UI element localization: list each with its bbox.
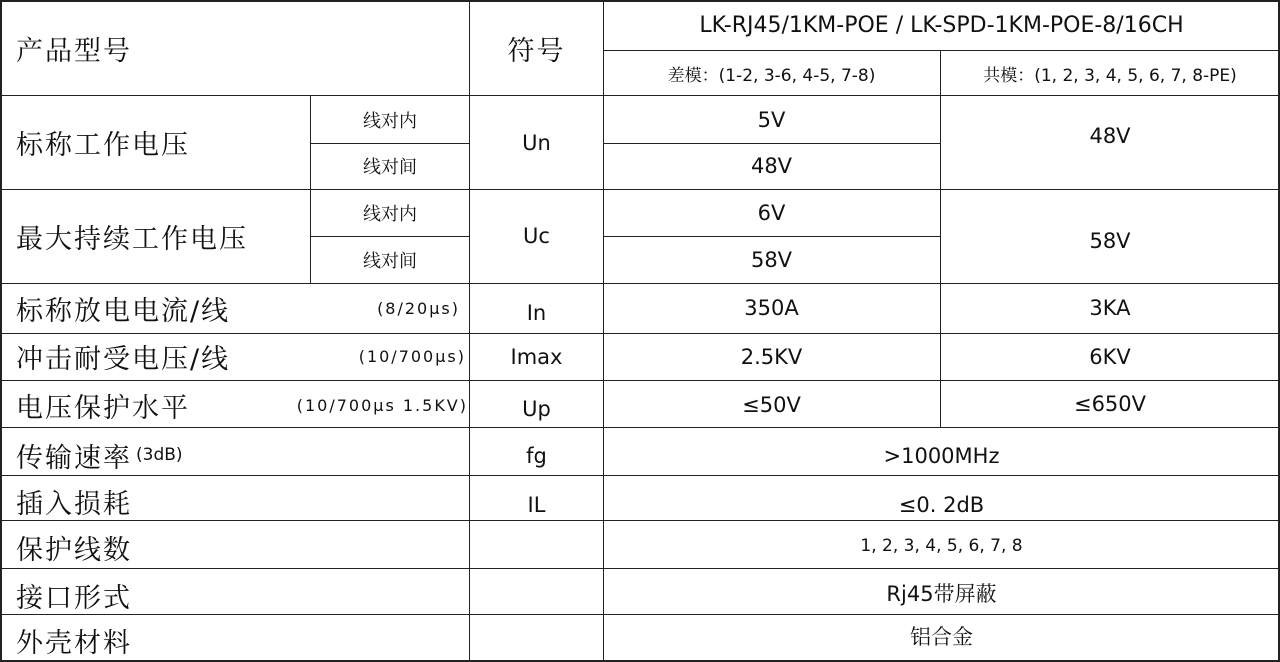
max-voltage-symbol: Uc	[523, 224, 550, 248]
col-divider-values	[603, 0, 604, 662]
rate-label-text: 传输速率	[16, 442, 132, 474]
rated-voltage-diff1: 5V	[757, 107, 786, 132]
row-divider-6	[0, 427, 1280, 428]
impulse-symbol: Imax	[510, 344, 563, 369]
lines-label: 保护线数	[16, 534, 132, 566]
row-divider-4	[0, 333, 1280, 334]
row-divider-diff-1	[603, 143, 940, 144]
row-divider-9	[0, 568, 1280, 569]
discharge-condition: (8/20μs)	[377, 298, 460, 318]
table-border-top	[0, 0, 1280, 2]
impulse-common: 6KV	[1089, 344, 1131, 369]
impulse-diff: 2.5KV	[740, 344, 803, 369]
discharge-label	[0, 283, 470, 333]
model-label: 产品型号	[16, 35, 132, 67]
discharge-symbol: In	[526, 301, 547, 325]
rate-value: >1000MHz	[883, 444, 1000, 468]
discharge-label-text: 标称放电电流/线	[16, 295, 231, 327]
row-divider-10	[0, 614, 1280, 615]
rate-symbol: fg	[526, 444, 547, 468]
row-divider-3	[0, 283, 1280, 284]
row-divider-sub-2	[310, 236, 470, 237]
row-divider-header	[603, 50, 1280, 51]
common-mode-header: 共模：(1, 2, 3, 4, 5, 6, 7, 8-PE)	[983, 65, 1237, 86]
rated-voltage-sub1: 线对内	[363, 110, 417, 132]
max-voltage-sub1: 线对内	[363, 203, 417, 225]
max-voltage-diff2: 58V	[750, 247, 793, 272]
protection-common: ≤650V	[1073, 392, 1147, 416]
rated-voltage-sub2: 线对间	[363, 157, 417, 178]
lines-value: 1, 2, 3, 4, 5, 6, 7, 8	[860, 536, 1023, 556]
insertion-label: 插入损耗	[16, 488, 132, 520]
row-divider-sub-1	[310, 143, 470, 144]
table-border-left	[0, 0, 2, 662]
discharge-common: 3KA	[1089, 296, 1131, 320]
impulse-label	[0, 333, 470, 380]
interface-value: Rj45带屏蔽	[886, 582, 997, 606]
col-divider-common	[940, 50, 941, 427]
symbol-label: 符号	[507, 35, 566, 67]
protection-condition: (10/700μs 1.5KV)	[296, 395, 468, 415]
protection-diff: ≤50V	[742, 393, 801, 417]
max-voltage-sub2: 线对间	[363, 250, 417, 272]
diff-mode-header: 差模：(1-2, 3-6, 4-5, 7-8)	[667, 65, 876, 86]
discharge-diff: 350A	[744, 296, 799, 320]
col-divider-symbol	[469, 0, 470, 662]
rated-voltage-symbol: Un	[522, 130, 551, 155]
row-divider-1	[0, 95, 1280, 96]
rated-voltage-diff2: 48V	[750, 154, 793, 178]
row-divider-diff-2	[603, 236, 940, 237]
protection-label	[0, 380, 470, 430]
model-names: LK-RJ45/1KM-POE / LK-SPD-1KM-POE-8/16CH	[699, 12, 1184, 38]
rated-voltage-common: 48V	[1089, 124, 1131, 148]
protection-label-text: 电压保护水平	[16, 392, 190, 424]
rate-condition: (3dB)	[136, 445, 183, 465]
insertion-symbol: IL	[527, 492, 546, 517]
row-divider-8	[0, 520, 1280, 521]
material-value: 铝合金	[910, 625, 973, 649]
insertion-value: ≤0. 2dB	[898, 492, 985, 517]
rate-label	[0, 430, 470, 480]
row-divider-2	[0, 189, 1280, 190]
interface-label: 接口形式	[16, 582, 132, 614]
max-voltage-label: 最大持续工作电压	[16, 223, 248, 255]
max-voltage-diff1: 6V	[757, 200, 786, 225]
impulse-condition: (10/700μs)	[358, 347, 466, 366]
row-divider-5	[0, 380, 1280, 381]
row-divider-7	[0, 475, 1280, 476]
impulse-label-text: 冲击耐受电压/线	[16, 344, 231, 375]
material-label: 外壳材料	[16, 627, 132, 659]
max-voltage-common: 58V	[1089, 229, 1131, 253]
protection-symbol: Up	[522, 397, 551, 421]
rated-voltage-label: 标称工作电压	[16, 130, 190, 161]
